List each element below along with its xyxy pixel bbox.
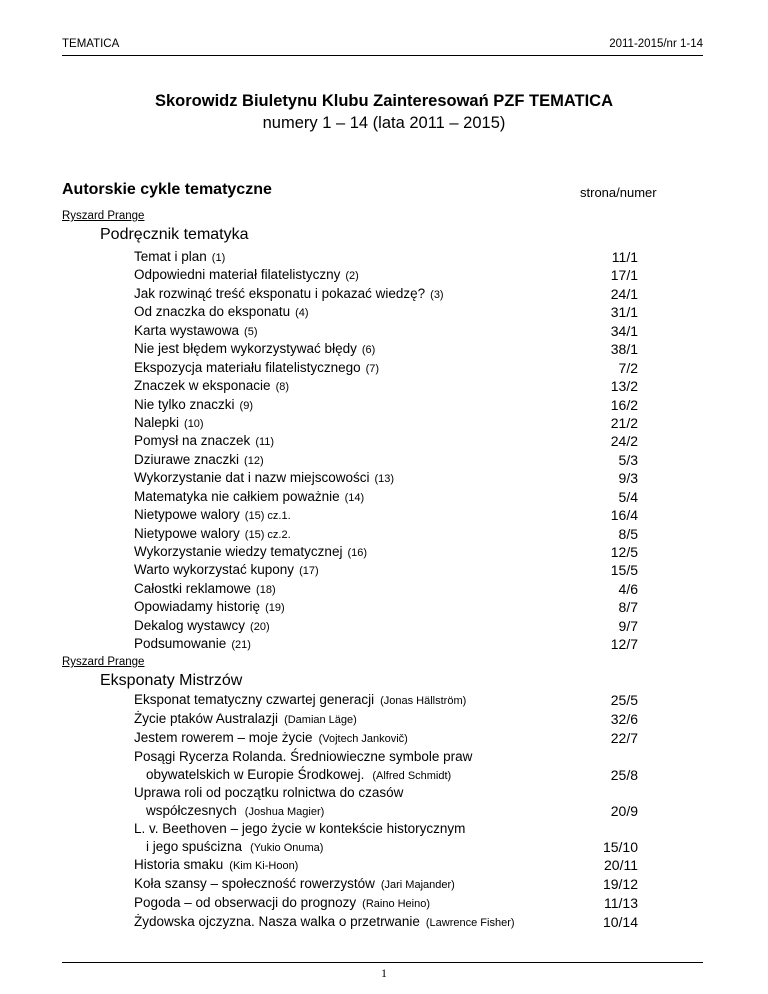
item-title: Jak rozwinąć treść eksponatu i pokazać wiedzę? [134, 285, 426, 301]
item-page-ref: 32/6 [610, 711, 638, 727]
item-page-ref: 8/7 [618, 599, 638, 616]
item-page-ref: 24/2 [610, 433, 638, 450]
item-page-ref: 12/5 [610, 544, 638, 560]
page-number-column-label: strona/numer [580, 185, 657, 200]
item-number: (9) [239, 399, 253, 412]
item-number: (20) [250, 620, 270, 633]
item-title: Nalepki [134, 414, 180, 430]
item-title: Pogoda – od obserwacji do prognozy [134, 895, 357, 910]
item-page-ref: 11/1 [611, 249, 638, 265]
item-author: (Vojtech Jankovič) [318, 733, 408, 745]
list-item [134, 785, 694, 819]
item-number: (19) [265, 602, 285, 615]
item-page-ref: 19/12 [602, 876, 638, 892]
list-item [134, 525, 638, 543]
item-title: Temat i plan [134, 249, 207, 264]
item-page-ref: 34/1 [610, 322, 638, 339]
item-author: (Kim Ki-Hoon) [229, 860, 299, 872]
item-title: Dekalog wystawcy [134, 617, 246, 633]
item-author: (Joshua Magier) [244, 806, 325, 818]
item-page-ref: 9/7 [618, 617, 638, 634]
list-item [134, 914, 694, 929]
item-page-ref: 22/7 [610, 730, 638, 746]
item-title: Żydowska ojczyzna. Nasza walka o przetrwanie [134, 914, 420, 929]
list-item [134, 617, 638, 635]
item-title: Od znaczka do eksponatu [134, 304, 291, 320]
list-item [134, 414, 638, 432]
list-item [134, 821, 694, 855]
item-page-ref: 15/10 [602, 839, 638, 855]
list-item [134, 635, 638, 653]
list-item [134, 711, 694, 726]
list-item [134, 876, 694, 891]
list-item [134, 266, 638, 284]
item-title: Karta wystawowa [134, 322, 240, 338]
item-number: (17) [299, 565, 319, 578]
item-page-ref: 8/5 [618, 525, 638, 542]
item-title: L. v. Beethoven – jego życie w kontekście historycznym [134, 821, 466, 836]
item-title: Eksponat tematyczny czwartej generacji [134, 692, 375, 707]
page-number: 1 [381, 966, 387, 980]
cycle1-list [134, 248, 638, 654]
item-page-ref: 5/4 [618, 488, 638, 505]
item-number: (15) cz.1. [244, 510, 291, 523]
item-page-ref: 25/5 [610, 692, 638, 708]
list-item [134, 580, 638, 598]
list-item [134, 432, 638, 450]
item-page-ref: 21/2 [610, 414, 638, 431]
page-header-right: 2011-2015/nr 1-14 [609, 38, 703, 50]
list-item [134, 396, 638, 414]
cycle2-title: Eksponaty Mistrzów [100, 672, 243, 689]
item-title: Nietypowe walory [134, 507, 240, 523]
list-item [134, 285, 638, 303]
item-title: Nietypowe walory [134, 525, 240, 541]
list-item [134, 359, 638, 377]
item-author: (Alfred Schmidt) [372, 770, 452, 782]
list-item [134, 598, 638, 616]
item-author: (Jari Majander) [380, 879, 455, 891]
item-title: Nie tylko znaczki [134, 396, 235, 412]
item-page-ref: 31/1 [610, 304, 638, 321]
item-page-ref: 7/2 [618, 359, 638, 376]
item-author: (Lawrence Fisher) [425, 917, 515, 929]
item-title-continued: obywatelskich w Europie Środkowej. (Alfred Schmidt) [146, 767, 452, 782]
item-author: (Damian Läge) [284, 714, 357, 726]
item-title: Pomysł na znaczek [134, 433, 251, 449]
list-item [134, 303, 638, 321]
list-item [134, 488, 638, 506]
item-title: Życie ptaków Australazji [134, 711, 279, 726]
list-item [134, 451, 638, 469]
document-title: Skorowidz Biuletynu Klubu Zainteresowań PZF TEMATICA [154, 92, 614, 110]
item-title: Całostki reklamowe [134, 580, 252, 596]
list-item [134, 692, 694, 707]
item-title: Opowiadamy historię [134, 599, 261, 615]
item-number: (1) [211, 252, 226, 264]
item-number: (6) [361, 344, 376, 357]
item-title-continued: współczesnych (Joshua Magier) [146, 803, 325, 818]
item-title: Nie jest błędem wykorzystywać błędy [134, 341, 357, 357]
item-title-continued: i jego spuścizna (Yukio Onuma) [146, 839, 324, 854]
item-title: Uprawa roli od początku rolnictwa do czasów [134, 785, 404, 800]
item-title: Jestem rowerem – moje życie [134, 730, 313, 745]
item-title: Dziurawe znaczki [134, 451, 240, 467]
item-page-ref: 13/2 [610, 378, 638, 395]
item-page-ref: 11/13 [604, 895, 638, 911]
list-item [134, 377, 638, 395]
item-page-ref: 12/7 [610, 636, 638, 653]
item-title: Odpowiedni materiał filatelistyczny [134, 267, 341, 283]
item-page-ref: 4/6 [618, 580, 638, 597]
item-author: (Raino Heino) [362, 898, 431, 910]
item-page-ref: 25/8 [610, 767, 638, 783]
list-item [134, 506, 638, 524]
document-subtitle: numery 1 – 14 (lata 2011 – 2015) [262, 114, 506, 132]
item-number: (7) [365, 362, 380, 375]
item-author: (Yukio Onuma) [250, 842, 324, 854]
item-page-ref: 5/3 [618, 451, 638, 468]
item-number: (21) [231, 639, 251, 652]
item-title: Posągi Rycerza Rolanda. Średniowieczne symbole praw [134, 749, 473, 764]
item-title: Historia smaku [134, 857, 224, 872]
item-number: (15) cz.2. [244, 528, 291, 541]
header-rule [62, 55, 703, 56]
item-number: (16) [347, 547, 368, 559]
list-item [134, 340, 638, 358]
item-number: (11) [255, 436, 275, 449]
cycle1-title: Podręcznik tematyka [100, 226, 249, 243]
list-item [134, 857, 694, 872]
item-page-ref: 10/14 [602, 914, 638, 930]
list-item [134, 730, 694, 745]
item-number: (18) [256, 583, 276, 596]
item-number: (8) [275, 381, 290, 394]
item-number: (12) [244, 454, 264, 467]
item-title: Wykorzystanie dat i nazw miejscowości [134, 470, 370, 486]
footer-rule [62, 962, 703, 963]
list-item [134, 561, 638, 579]
item-title: Matematyka nie całkiem poważnie [134, 488, 340, 504]
item-page-ref: 38/1 [610, 341, 638, 358]
page-header-left: TEMATICA [62, 38, 120, 50]
item-number: (10) [184, 417, 204, 430]
list-item [134, 322, 638, 340]
section-heading: Autorskie cykle tematyczne [62, 181, 272, 198]
item-title: Podsumowanie [134, 636, 227, 652]
item-page-ref: 9/3 [618, 470, 638, 487]
item-title: Wykorzystanie wiedzy tematycznej [134, 544, 343, 559]
list-item [134, 469, 638, 487]
item-title: Warto wykorzystać kupony [134, 562, 295, 578]
cycle2-author: Ryszard Prange [62, 656, 145, 668]
item-number: (3) [430, 288, 444, 301]
item-title: Znaczek w eksponacie [134, 378, 271, 394]
item-page-ref: 15/5 [610, 562, 638, 579]
item-page-ref: 20/9 [610, 803, 638, 819]
item-page-ref: 24/1 [610, 285, 638, 302]
item-page-ref: 17/1 [610, 267, 638, 284]
item-title: Ekspozycja materiału filatelistycznego [134, 359, 361, 375]
item-number: (2) [345, 270, 359, 283]
item-page-ref: 16/2 [610, 396, 638, 413]
item-page-ref: 20/11 [604, 857, 638, 873]
item-number: (4) [295, 307, 309, 320]
list-item [134, 248, 638, 266]
item-number: (5) [244, 325, 258, 338]
item-number: (13) [374, 473, 395, 486]
list-item [134, 749, 694, 783]
item-page-ref: 16/4 [610, 507, 638, 524]
cycle1-author: Ryszard Prange [62, 210, 145, 222]
list-item [134, 895, 694, 910]
item-title: Koła szansy – społeczność rowerzystów [134, 876, 375, 891]
item-author: (Jonas Hällström) [380, 695, 467, 707]
list-item [134, 543, 638, 561]
item-number: (14) [344, 491, 365, 504]
